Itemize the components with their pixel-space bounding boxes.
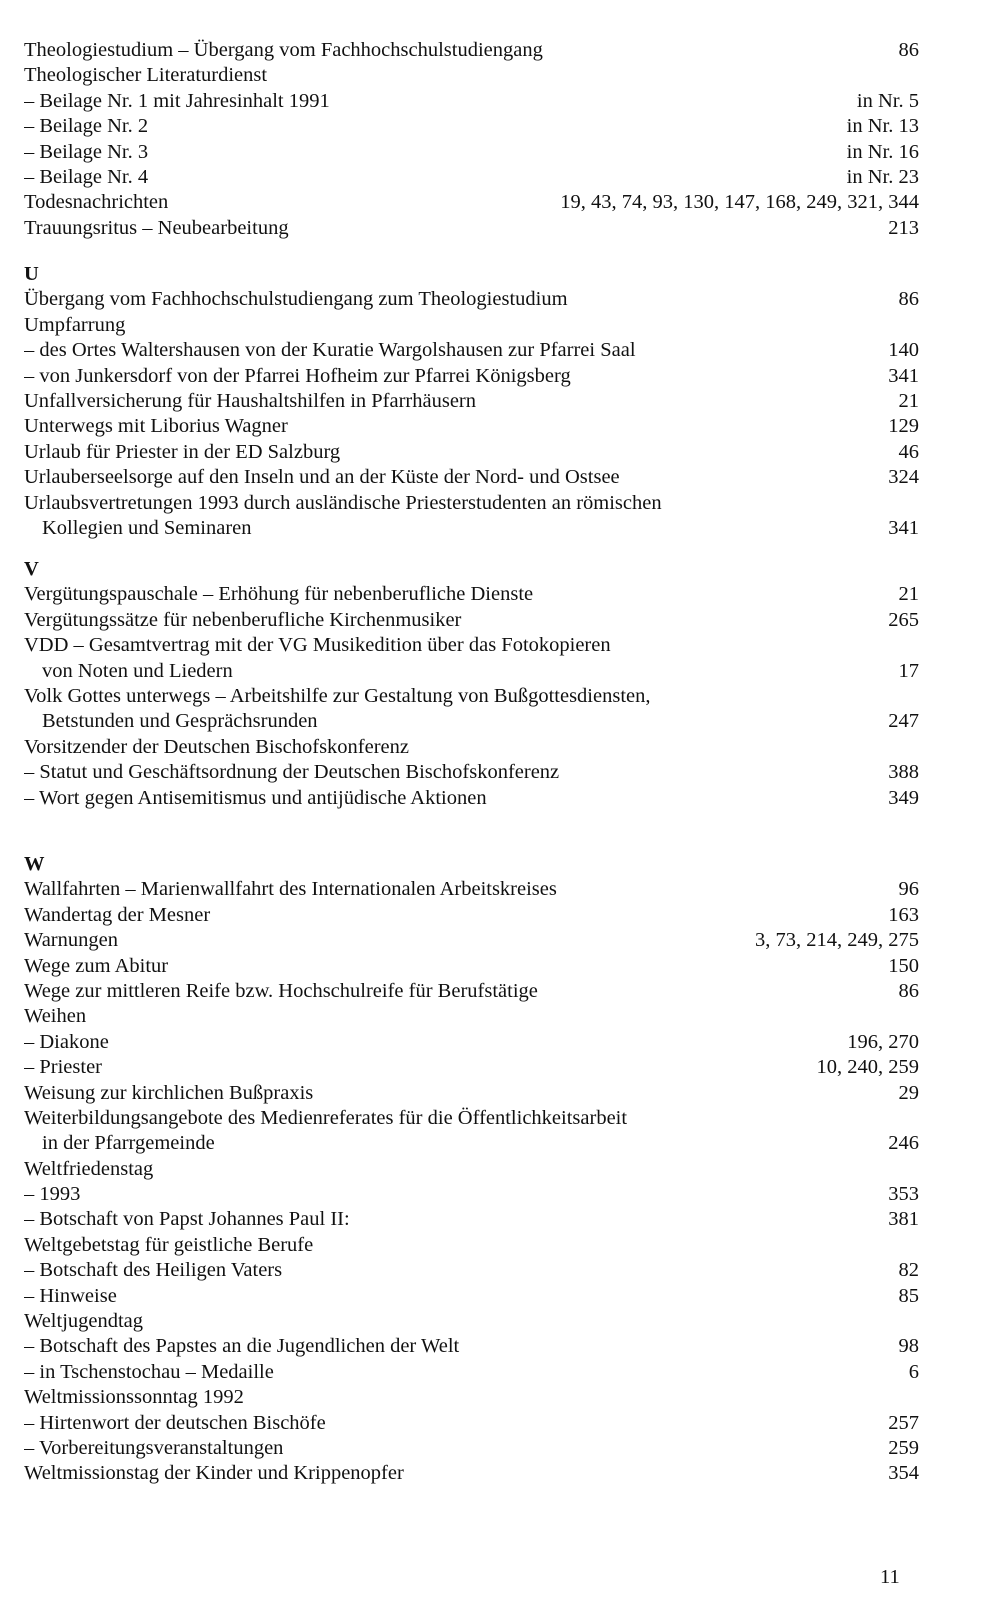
index-entry [24,190,919,215]
entry-title: Weltmissionssonntag 1992 [24,1386,244,1409]
entry-title: – Hirtenwort der deutschen Bischöfe [24,1411,326,1434]
entry-title: Urlaub für Priester in der ED Salzburg [24,440,341,463]
index-entry [24,338,919,363]
index-entry [24,216,919,241]
index-entry [24,659,919,684]
index-entry [24,440,919,465]
entry-title: Todesnachrichten [24,191,169,214]
index-entry [24,1258,919,1283]
entry-pages: 21 [898,583,919,606]
index-entry [24,608,919,633]
entry-pages: 341 [888,516,919,539]
entry-title: – Statut und Geschäftsordnung der Deutschen Bischofskonferenz [24,761,560,784]
entry-pages: 259 [888,1436,919,1459]
entry-pages: 349 [888,786,919,809]
index-entry [24,1334,919,1359]
entry-list-t [24,38,919,241]
index-entry [24,979,919,1004]
entry-pages: 19, 43, 74, 93, 130, 147, 168, 249, 321, 344 [560,191,919,214]
entry-pages: 247 [888,710,919,733]
entry-title: Wege zum Abitur [24,954,169,977]
index-entry [24,516,919,541]
entry-pages: 265 [888,608,919,631]
section-w [24,852,919,1487]
index-entry [24,633,919,658]
entry-title: – Botschaft des Heiligen Vaters [24,1259,283,1282]
index-entry [24,1157,919,1182]
entry-pages: 341 [888,364,919,387]
entry-list-w [24,877,919,1486]
entry-title: Volk Gottes unterwegs – Arbeitshilfe zur Gestaltung von Bußgottesdiensten, [24,684,651,707]
entry-title: Weltgebetstag für geistliche Berufe [24,1233,314,1256]
entry-title: – Diakone [24,1030,109,1053]
entry-pages: 86 [898,39,919,61]
entry-pages: 388 [888,761,919,784]
entry-pages: 246 [888,1132,919,1155]
entry-title: Weltjugendtag [24,1310,144,1333]
index-entry [24,287,919,312]
index-entry [24,709,919,734]
entry-title: Warnungen [24,929,118,952]
index-entry [24,928,919,953]
entry-title: – Beilage Nr. 4 [24,165,149,188]
section-letter-u: U [24,263,39,285]
entry-title: Vergütungssätze für nebenberufliche Kirchenmusiker [24,608,462,631]
entry-title: – in Tschenstochau – Medaille [24,1360,274,1383]
entry-title: Unterwegs mit Liborius Wagner [24,415,288,438]
index-entry [24,1360,919,1385]
entry-title: – von Junkersdorf von der Pfarrei Hofheim zur Pfarrei Königsberg [24,364,571,387]
entry-title: – Priester [24,1056,102,1079]
entry-title: Weltmissionstag der Kinder und Krippenopfer [24,1462,404,1485]
index-entry [24,877,919,902]
section-letter-w: W [24,853,45,875]
entry-title: Weihen [24,1005,87,1028]
index-entry [24,1004,919,1029]
page-number: 11 [880,1566,900,1588]
entry-title: Kollegien und Seminaren [42,516,252,539]
entry-title: – Wort gegen Antisemitismus und antijüdische Aktionen [24,786,487,809]
entry-title: – Vorbereitungsveranstaltungen [24,1436,284,1459]
entry-list-u [24,287,919,541]
entry-pages: 46 [898,440,919,463]
entry-pages: 10, 240, 259 [816,1056,919,1079]
entry-pages: 381 [888,1208,919,1231]
section-u [24,262,919,541]
entry-pages: 129 [888,415,919,438]
entry-pages: 3, 73, 214, 249, 275 [755,929,919,952]
index-entry [24,1284,919,1309]
section-t [24,38,919,241]
entry-title: Umpfarrung [24,313,126,336]
entry-pages: 96 [898,878,919,901]
entry-title: Übergang vom Fachhochschulstudiengang zum Theologiestudium [24,288,568,311]
entry-pages: 82 [898,1259,919,1282]
entry-title: Vorsitzender der Deutschen Bischofskonferenz [24,735,410,758]
index-entry [24,414,919,439]
entry-title: – Botschaft des Papstes an die Jugendlichen der Welt [24,1335,460,1358]
index-entry [24,364,919,389]
index-entry [24,140,919,165]
index-entry [24,491,919,516]
entry-pages: in Nr. 13 [846,115,919,138]
index-entry [24,786,919,811]
entry-pages: 213 [888,216,919,239]
entry-title: – Beilage Nr. 2 [24,115,149,138]
entry-pages: in Nr. 16 [846,140,919,163]
index-entry [24,1385,919,1410]
entry-title: VDD – Gesamtvertrag mit der VG Musikedition über das Fotokopieren [24,634,611,657]
entry-title: Betstunden und Gesprächsrunden [42,710,318,733]
entry-title: Weiterbildungsangebote des Medienreferates für die Öffentlichkeitsarbeit [24,1106,628,1129]
entry-pages: 196, 270 [847,1030,919,1053]
entry-list-v [24,582,919,811]
entry-title: in der Pfarrgemeinde [42,1132,215,1155]
index-entry [24,1030,919,1055]
entry-pages: 6 [908,1360,919,1383]
entry-title: Urlaubsvertretungen 1993 durch ausländische Priesterstudenten an römischen [24,491,662,514]
index-entry [24,1131,919,1156]
entry-title: Trauungsritus – Neubearbeitung [24,216,289,239]
entry-title: Weltfriedenstag [24,1157,154,1180]
entry-pages: 86 [898,979,919,1002]
index-entry [24,465,919,490]
entry-title: Wege zur mittleren Reife bzw. Hochschulreife für Berufstätige [24,979,538,1002]
entry-title: – Hinweise [24,1284,117,1307]
entry-pages: 324 [888,466,919,489]
index-entry [24,1106,919,1131]
entry-title: Weisung zur kirchlichen Bußpraxis [24,1081,314,1104]
entry-pages: 163 [888,903,919,926]
index-entry [24,1309,919,1334]
index-entry [24,313,919,338]
entry-pages: 353 [888,1183,919,1206]
entry-title: Wandertag der Mesner [24,903,211,926]
entry-pages: 17 [898,659,919,682]
index-entry [24,1411,919,1436]
index-entry [24,954,919,979]
index-entry [24,1436,919,1461]
entry-title: Wallfahrten – Marienwallfahrt des Internationalen Arbeitskreises [24,878,557,901]
index-entry [24,89,919,114]
entry-pages: 150 [888,954,919,977]
index-entry [24,114,919,139]
index-entry [24,389,919,414]
section-letter-v: V [24,558,39,580]
entry-pages: in Nr. 23 [846,165,919,188]
entry-title: von Noten und Liedern [42,659,233,682]
entry-title: Theologiestudium – Übergang vom Fachhochschulstudiengang [24,39,543,61]
index-entry [24,1081,919,1106]
index-entry [24,1207,919,1232]
entry-pages: in Nr. 5 [856,89,919,112]
index-entry [24,165,919,190]
index-entry [24,63,919,88]
entry-pages: 140 [888,339,919,362]
entry-title: – 1993 [24,1183,81,1206]
entry-pages: 86 [898,288,919,311]
index-entry [24,582,919,607]
index-entry [24,1461,919,1486]
section-v [24,557,919,811]
entry-title: Unfallversicherung für Haushaltshilfen in Pfarrhäusern [24,389,476,412]
entry-title: Urlauberseelsorge auf den Inseln und an der Küste der Nord- und Ostsee [24,466,620,489]
entry-title: – Beilage Nr. 1 mit Jahresinhalt 1991 [24,89,330,112]
entry-title: Vergütungspauschale – Erhöhung für nebenberufliche Dienste [24,583,534,606]
index-entry [24,1182,919,1207]
entry-pages: 98 [898,1335,919,1358]
entry-title: – Botschaft von Papst Johannes Paul II: [24,1208,350,1231]
entry-title: – des Ortes Waltershausen von der Kuratie Wargolshausen zur Pfarrei Saal [24,339,636,362]
index-entry [24,1233,919,1258]
index-entry [24,684,919,709]
entry-pages: 354 [888,1462,919,1485]
index-entry [24,38,919,63]
entry-pages: 85 [898,1284,919,1307]
index-entry [24,760,919,785]
entry-title: – Beilage Nr. 3 [24,140,149,163]
entry-pages: 29 [898,1081,919,1104]
index-entry [24,735,919,760]
index-entry [24,903,919,928]
entry-pages: 257 [888,1411,919,1434]
index-entry [24,1055,919,1080]
entry-title: Theologischer Literaturdienst [24,64,268,87]
entry-pages: 21 [898,389,919,412]
